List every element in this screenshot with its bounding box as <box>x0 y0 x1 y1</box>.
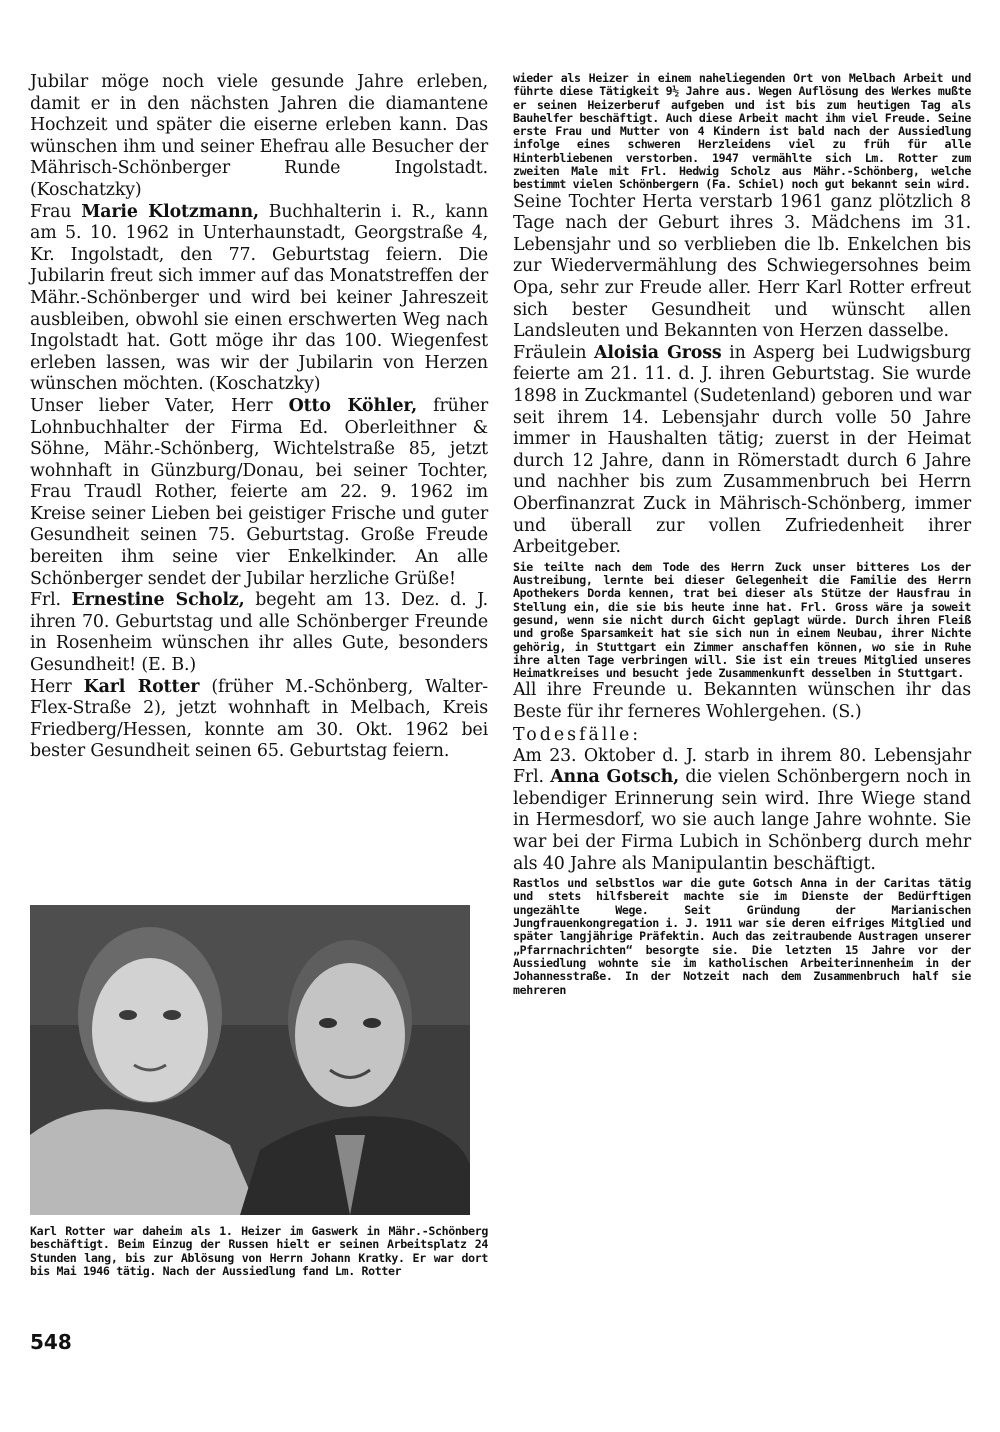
right-column <box>513 72 971 997</box>
article-rotter-continued: wieder als Heizer in einem naheliegenden Ort von Melbach Arbeit und führte diese Tätigkeit 9½ Jahre aus. Wegen Auflösung des Werkes mußte er seinen Heizerberuf aufgeben und ist bis zum heutigen Tag als Bauhelfer beschäftigt. Auch diese Arbeit macht ihm viel Freude. Seine erste Frau und Mutter von 4 Kindern ist bald nach der Aussiedlung infolge eines schweren Herzleidens viel zu früh für alle Hinterbliebenen verstorben. 1947 vermählte sich Lm. Rotter zum zweiten Male mit Frl. Hedwig Scholz aus Mähr.-Schönberg, welche bestimmt vielen Schönbergern (Fa. Schiel) noch gut bekannt sein wird. <box>513 71 971 192</box>
article-scholz: Frl. Ernestine Scholz, begeht am 13. Dez. d. J. ihren 70. Geburtstag und alle Schönberger Freunde in Rosenheim wünschen ihr alles Gute, besonders Gesundheit! (E. B.) <box>30 590 488 676</box>
name-aloisia-gross: Aloisia Gross <box>594 342 722 363</box>
name-otto-koehler: Otto Köhler, <box>288 395 418 416</box>
left-column <box>30 72 488 763</box>
name-ernestine-scholz: Ernestine Scholz, <box>71 590 245 611</box>
article-gross-wishes: All ihre Freunde u. Bekannten wünschen ihr das Beste für ihr ferneres Wohlergehen. (S.) <box>513 680 971 723</box>
article-klotzmann-end: Jubilar möge noch viele gesunde Jahre erleben, damit er in den nächsten Jahren die diamantene Hochzeit und später die eiserne erleben kann. Das wünschen ihm und seiner Ehefrau alle Besucher der Mährisch-Schönberger Runde Ingolstadt. (Koschatzky) <box>30 72 488 200</box>
article-gross: Fräulein Aloisia Gross in Asperg bei Ludwigsburg feierte am 21. 11. d. J. ihren Geburtstag. Sie wurde 1898 in Zuckmantel (Sudetenland) geboren und war seit ihrem 14. Lebensjahr durch volle 50 Jahre immer in Haushalten tätig; zuerst in der Heimat durch 12 Jahre, dann in Römerstadt durch 6 Jahre und nachher bis zum Zusammenbruch bei Herrn Oberfinanzrat Zuck in Mährisch-Schönberg, immer und überall zur vollen Zufriedenheit ihrer Arbeitgeber. <box>513 342 971 558</box>
name-marie-klotzmann: Marie Klotzmann, <box>81 201 259 222</box>
article-gross-details: Sie teilte nach dem Tode des Herrn Zuck unser bitteres Los der Austreibung, lernte bei dieser Gelegenheit die Familie des Herrn Apothekers Dorda kennen, trat bei dieser als Stütze der Hausfrau in Stellung ein, die sie bis heute inne hat. Frl. Gross wäre ja soweit gesund, wenn sie nicht durch Gicht geplagt würde. Durch ihren Fleiß und große Sparsamkeit hat sie sich nun in einem Neubau, ihrer Nichte gehörig, in Stuttgart ein Zimmer anschaffen können, wo sie in Ruhe ihre alten Tage verbringen will. Sie ist ein treues Mitglied unseres Heimatkreises und besucht jede Zusammenkunft desselben in Stuttgart. <box>513 559 971 681</box>
photo-illustration <box>30 905 470 1215</box>
article-koehler: Unser lieber Vater, Herr Otto Köhler, früher Lohnbuchhalter der Firma Ed. Oberleithner & Söhne, Mähr.-Schönberg, Wichtelstraße 85, jetzt wohnhaft in Günzburg/Donau, bei seiner Tochter, Frau Traudl Rother, feierte am 22. 9. 1962 im Kreise seiner Lieben bei geistiger Frische und guter Gesundheit seinen 75. Geburtstag. Große Freude bereiten ihm seine vier Enkelkinder. An alle Schönberger sendet der Jubilar herzliche Grüße! <box>30 395 489 589</box>
article-gotsch-details: Rastlos und selbstlos war die gute Gotsch Anna in der Caritas tätig und stets hilfsbereit machte sie im Dienste der Bedürftigen ungezählte Wege. Seit Gründung der Marianischen Jungfrauenkongregation i. J. 1911 war sie deren eifriges Mitglied und später langjährige Präfektin. Auch das zeitraubende Austragen unserer „Pfarrnachrichten“ besorgte sie. Die letzten 15 Jahre vor der Aussiedlung wohnte sie im katholischen Arbeiterinnenheim in der Johannesstraße. In der Notzeit nach dem Zusammenbruch half sie mehreren <box>513 876 971 997</box>
article-rotter: Herr Karl Rotter (früher M.-Schönberg, Walter-Flex-Straße 2), jetzt wohnhaft in Melbach, Kreis Friedberg/Hessen, konnte am 30. Okt. 1962 bei bester Gesundheit seinen 65. Geburtstag feiern. <box>30 676 488 762</box>
name-karl-rotter: Karl Rotter <box>83 676 200 697</box>
photo-caption: Karl Rotter war daheim als 1. Heizer im Gaswerk in Mähr.-Schönberg beschäftigt. Beim Einzug der Russen hielt er seinen Arbeitsplatz 24 Stunden lang, bis zur Ablösung von Herrn Johann Kratky. Er war dort bis Mai 1946 tätig. Nach der Aussiedlung fand Lm. Rotter <box>30 1224 488 1278</box>
article-gotsch: Am 23. Oktober d. J. starb in ihrem 80. Lebensjahr Frl. Anna Gotsch, die vielen Schönbergern noch in lebendiger Erinnerung sein wird. Ihre Wiege stand in Hermesdorf, wo sie auch lange Jahre wohnte. Sie war bei der Firma Lubich in Schönberg durch mehr als 40 Jahre als Manipulantin beschäftigt. <box>513 745 971 874</box>
article-rotter-daughter: Seine Tochter Herta verstarb 1961 ganz plötzlich 8 Tage nach der Geburt ihres 3. Mädchens im 31. Lebensjahr und so verblieben die lb. Enkelchen bis zur Wiedervermählung des Schwiegersohnes beim Opa, sehr zur Freude aller. Herr Karl Rotter erfreut sich bester Gesundheit und wünscht allen Landsleuten und Bekannten von Herzen dasselbe. <box>513 191 971 342</box>
section-heading-deaths: Todesfälle: <box>513 724 642 745</box>
article-klotzmann: Frau Marie Klotzmann, Buchhalterin i. R., kann am 5. 10. 1962 in Unterhaunstadt, Georgstraße 4, Kr. Ingolstadt, den 77. Geburtstag feiern. Die Jubilarin freut sich immer auf das Monatstreffen der Mähr.-Schönberger und wird bei keiner Jahreszeit ausbleiben, obwohl sie einen erschwerten Weg nach Ingolstadt hat. Gott möge ihr das 100. Wiegenfest erleben lassen, was wir der Jubilarin von Herzen wünschen möchten. (Koschatzky) <box>30 201 488 395</box>
couple-photo <box>30 905 470 1215</box>
page-number: 548 <box>30 1330 72 1354</box>
name-anna-gotsch: Anna Gotsch, <box>550 767 680 788</box>
